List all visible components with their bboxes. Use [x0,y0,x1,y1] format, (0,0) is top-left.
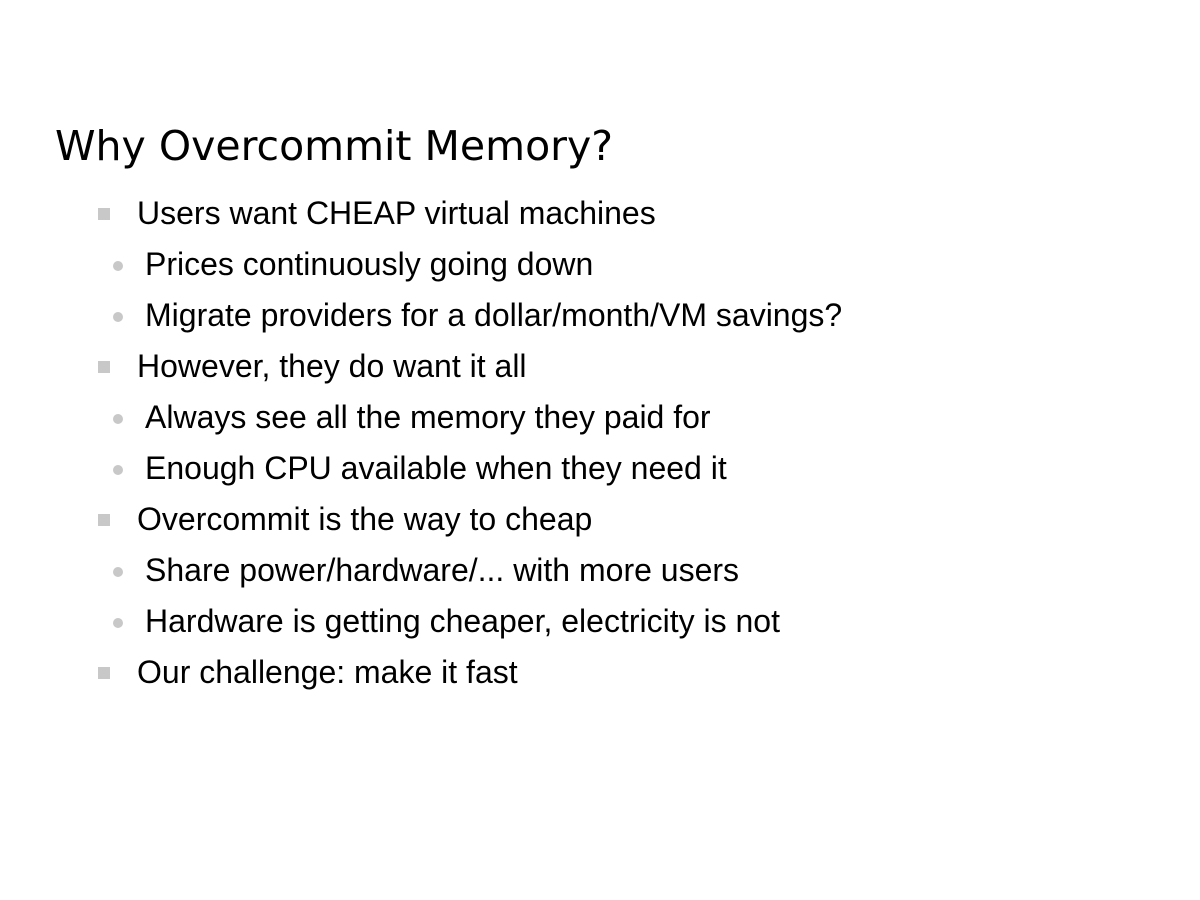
sub-bullet-text: Hardware is getting cheaper, electricity is not [145,603,780,639]
sub-bullet-text: Migrate providers for a dollar/month/VM savings? [145,297,843,333]
sub-bullet-text: Share power/hardware/... with more users [145,552,740,588]
sub-bullet-item [0,239,1200,290]
square-bullet-icon [98,667,110,679]
round-bullet-icon [113,465,123,475]
sub-bullet-item [0,443,1200,494]
bullet-item [0,341,1200,392]
round-bullet-icon [113,618,123,628]
sub-bullet-item [0,290,1200,341]
round-bullet-icon [113,567,123,577]
round-bullet-icon [113,261,123,271]
square-bullet-icon [98,208,110,220]
round-bullet-icon [113,414,123,424]
sub-bullet-item [0,596,1200,647]
sub-bullet-text: Enough CPU available when they need it [145,450,727,486]
bullet-item [0,647,1200,698]
bullet-text: Overcommit is the way to cheap [137,501,593,537]
bullet-item [0,494,1200,545]
square-bullet-icon [98,361,110,373]
slide-title: Why Overcommit Memory? [55,122,614,170]
bullet-text: However, they do want it all [137,348,527,384]
sub-bullet-item [0,392,1200,443]
sub-bullet-item [0,545,1200,596]
round-bullet-icon [113,312,123,322]
bullet-list [0,188,1200,698]
sub-bullet-text: Prices continuously going down [145,246,594,282]
square-bullet-icon [98,514,110,526]
sub-bullet-text: Always see all the memory they paid for [145,399,711,435]
bullet-item [0,188,1200,239]
bullet-text: Our challenge: make it fast [137,654,518,690]
bullet-text: Users want CHEAP virtual machines [137,195,656,231]
